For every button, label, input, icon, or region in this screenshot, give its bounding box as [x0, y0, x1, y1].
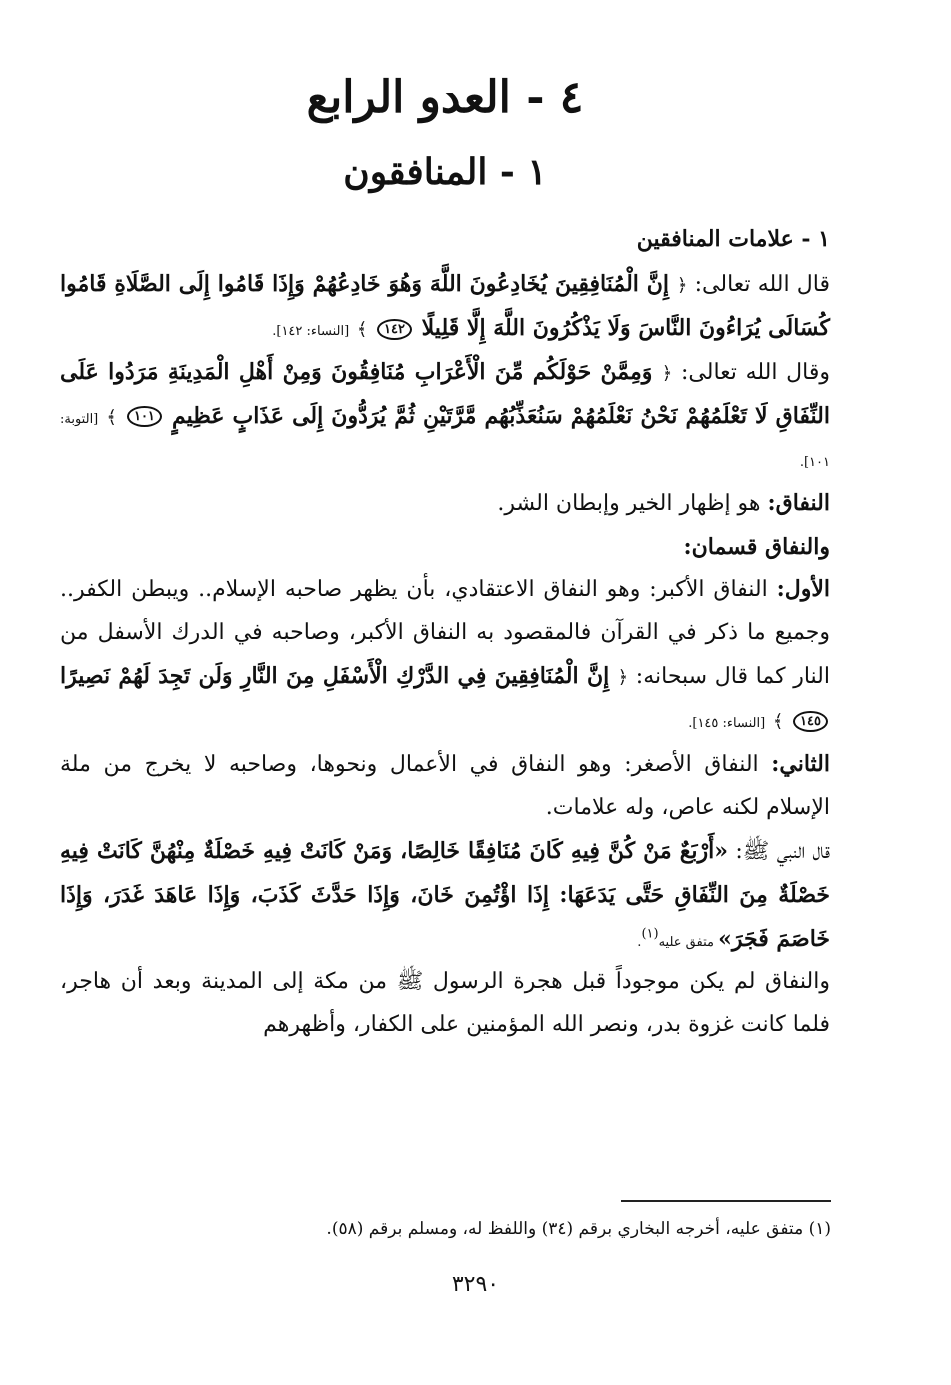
hadith-text: «أَرْبَعٌ مَنْ كُنَّ فِيهِ كَانَ مُنَافِقًا خَالِصًا، وَمَنْ كَانَتْ فِيهِ خَصْلَةٌ مِنْهُنَّ كَانَتْ فِيهِ خَصْلَةٌ مِنَ النِّفَاقِ حَتَّى يَدَعَهَا: إِذَا اؤْتُمِنَ خَانَ، وَإِذَا حَدَّثَ كَذَبَ، وَإِذَا عَاهَدَ غَدَرَ، وَإِذَا خَاصَمَ فَجَرَ»: [60, 837, 830, 952]
verse-reference: [التوبة: ١٠١].: [60, 411, 830, 470]
footnote: (١) متفق عليه، أخرجه البخاري برقم (٣٤) واللفظ له، ومسلم برقم (٥٨).: [326, 1219, 831, 1239]
hadith-end: .: [637, 934, 642, 950]
verse-intro: وقال الله تعالى:: [672, 359, 830, 385]
types-heading: والنفاق قسمان:: [683, 533, 830, 560]
definition-paragraph: [60, 482, 830, 526]
first-type-paragraph: [60, 568, 830, 743]
verse-number-marker: ١٤٢: [377, 319, 412, 340]
verse-text: وَمِمَّنْ حَوْلَكُم مِّنَ الْأَعْرَابِ مُنَافِقُونَ وَمِنْ أَهْلِ الْمَدِينَةِ مَرَدُوا عَلَى النِّفَاقِ لَا تَعْلَمُهُمْ نَحْنُ نَعْلَمُهُمْ سَنُعَذِّبُهُم مَّرَّتَيْنِ ثُمَّ يُرَدُّونَ إِلَى عَذَابٍ عَظِيمٍ: [60, 358, 831, 429]
page-number: ٣٢٩٠: [451, 1272, 500, 1297]
hadith-paragraph: [60, 830, 830, 962]
hadith-source: متفق عليه: [658, 934, 719, 950]
second-type-term: الثاني:: [771, 750, 830, 777]
ornate-bracket-open: ﴿: [676, 275, 688, 297]
ornate-bracket-open: ﴿: [617, 667, 629, 689]
definition-term: النفاق:: [767, 489, 830, 516]
section-title: ١ - المنافقون: [343, 150, 547, 193]
verse-number-marker: ١٤٥: [793, 711, 828, 732]
verse-reference: [النساء: ١٤٥].: [688, 716, 766, 732]
ornate-bracket-close: ﴾: [106, 406, 117, 428]
verse-intro: قال الله تعالى:: [687, 272, 830, 298]
verse-reference: [النساء: ١٤٢].: [272, 324, 350, 340]
verse-text: إِنَّ الْمُنَافِقِينَ يُخَادِعُونَ اللَّهَ وَهُوَ خَادِعُهُمْ وَإِذَا قَامُوا إِلَى الصَّلَاةِ قَامُوا كُسَالَى يُرَاءُونَ النَّاسَ وَلَا يَذْكُرُونَ اللَّهَ إِلَّا قَلِيلًا: [60, 271, 830, 342]
verse-text: إِنَّ الْمُنَافِقِينَ فِي الدَّرْكِ الْأَسْفَلِ مِنَ النَّارِ وَلَن تَجِدَ لَهُمْ نَصِيرًا: [60, 663, 610, 690]
page-body: [60, 60, 830, 1047]
verse-paragraph-1: [60, 263, 830, 351]
hadith-intro: قال النبي ﷺ:: [728, 838, 830, 864]
history-paragraph: والنفاق لم يكن موجوداً قبل هجرة الرسول ﷺ من مكة إلى المدينة وبعد أن هاجر، فلما كانت غزوة بدر، ونصر الله المؤمنين على الكفار، وأظهرهم: [60, 969, 830, 1038]
signs-heading: ١ - علامات المنافقين: [636, 225, 830, 252]
second-type-paragraph: [60, 743, 830, 830]
first-type-text: النفاق الأكبر: وهو النفاق الاعتقادي، بأن يظهر صاحبه الإسلام.. ويبطن الكفر.. وجميع ما ذكر في القرآن فالمقصود به النفاق الأكبر، وصاحبه في الدرك الأسفل من النار كما قال سبحانه:: [60, 577, 830, 690]
verse-number-marker: ١٠١: [127, 406, 162, 427]
ornate-bracket-close: ﴾: [356, 319, 368, 341]
footnote-divider: [621, 1200, 831, 1202]
ornate-bracket-open: ﴿: [661, 362, 673, 384]
chapter-title: ٤ - العدو الرابع: [306, 72, 584, 123]
ornate-bracket-close: ﴾: [772, 711, 784, 733]
second-type-text: النفاق الأصغر: وهو النفاق في الأعمال ونحوها، وصاحبه لا يخرج من ملة الإسلام لكنه عاص، وله علامات.: [60, 751, 830, 820]
verse-paragraph-2: [60, 351, 830, 482]
first-type-term: الأول:: [776, 576, 830, 603]
footnote-marker[interactable]: (١): [641, 926, 659, 942]
definition-text: هو إظهار الخير وإبطان الشر.: [497, 490, 768, 516]
